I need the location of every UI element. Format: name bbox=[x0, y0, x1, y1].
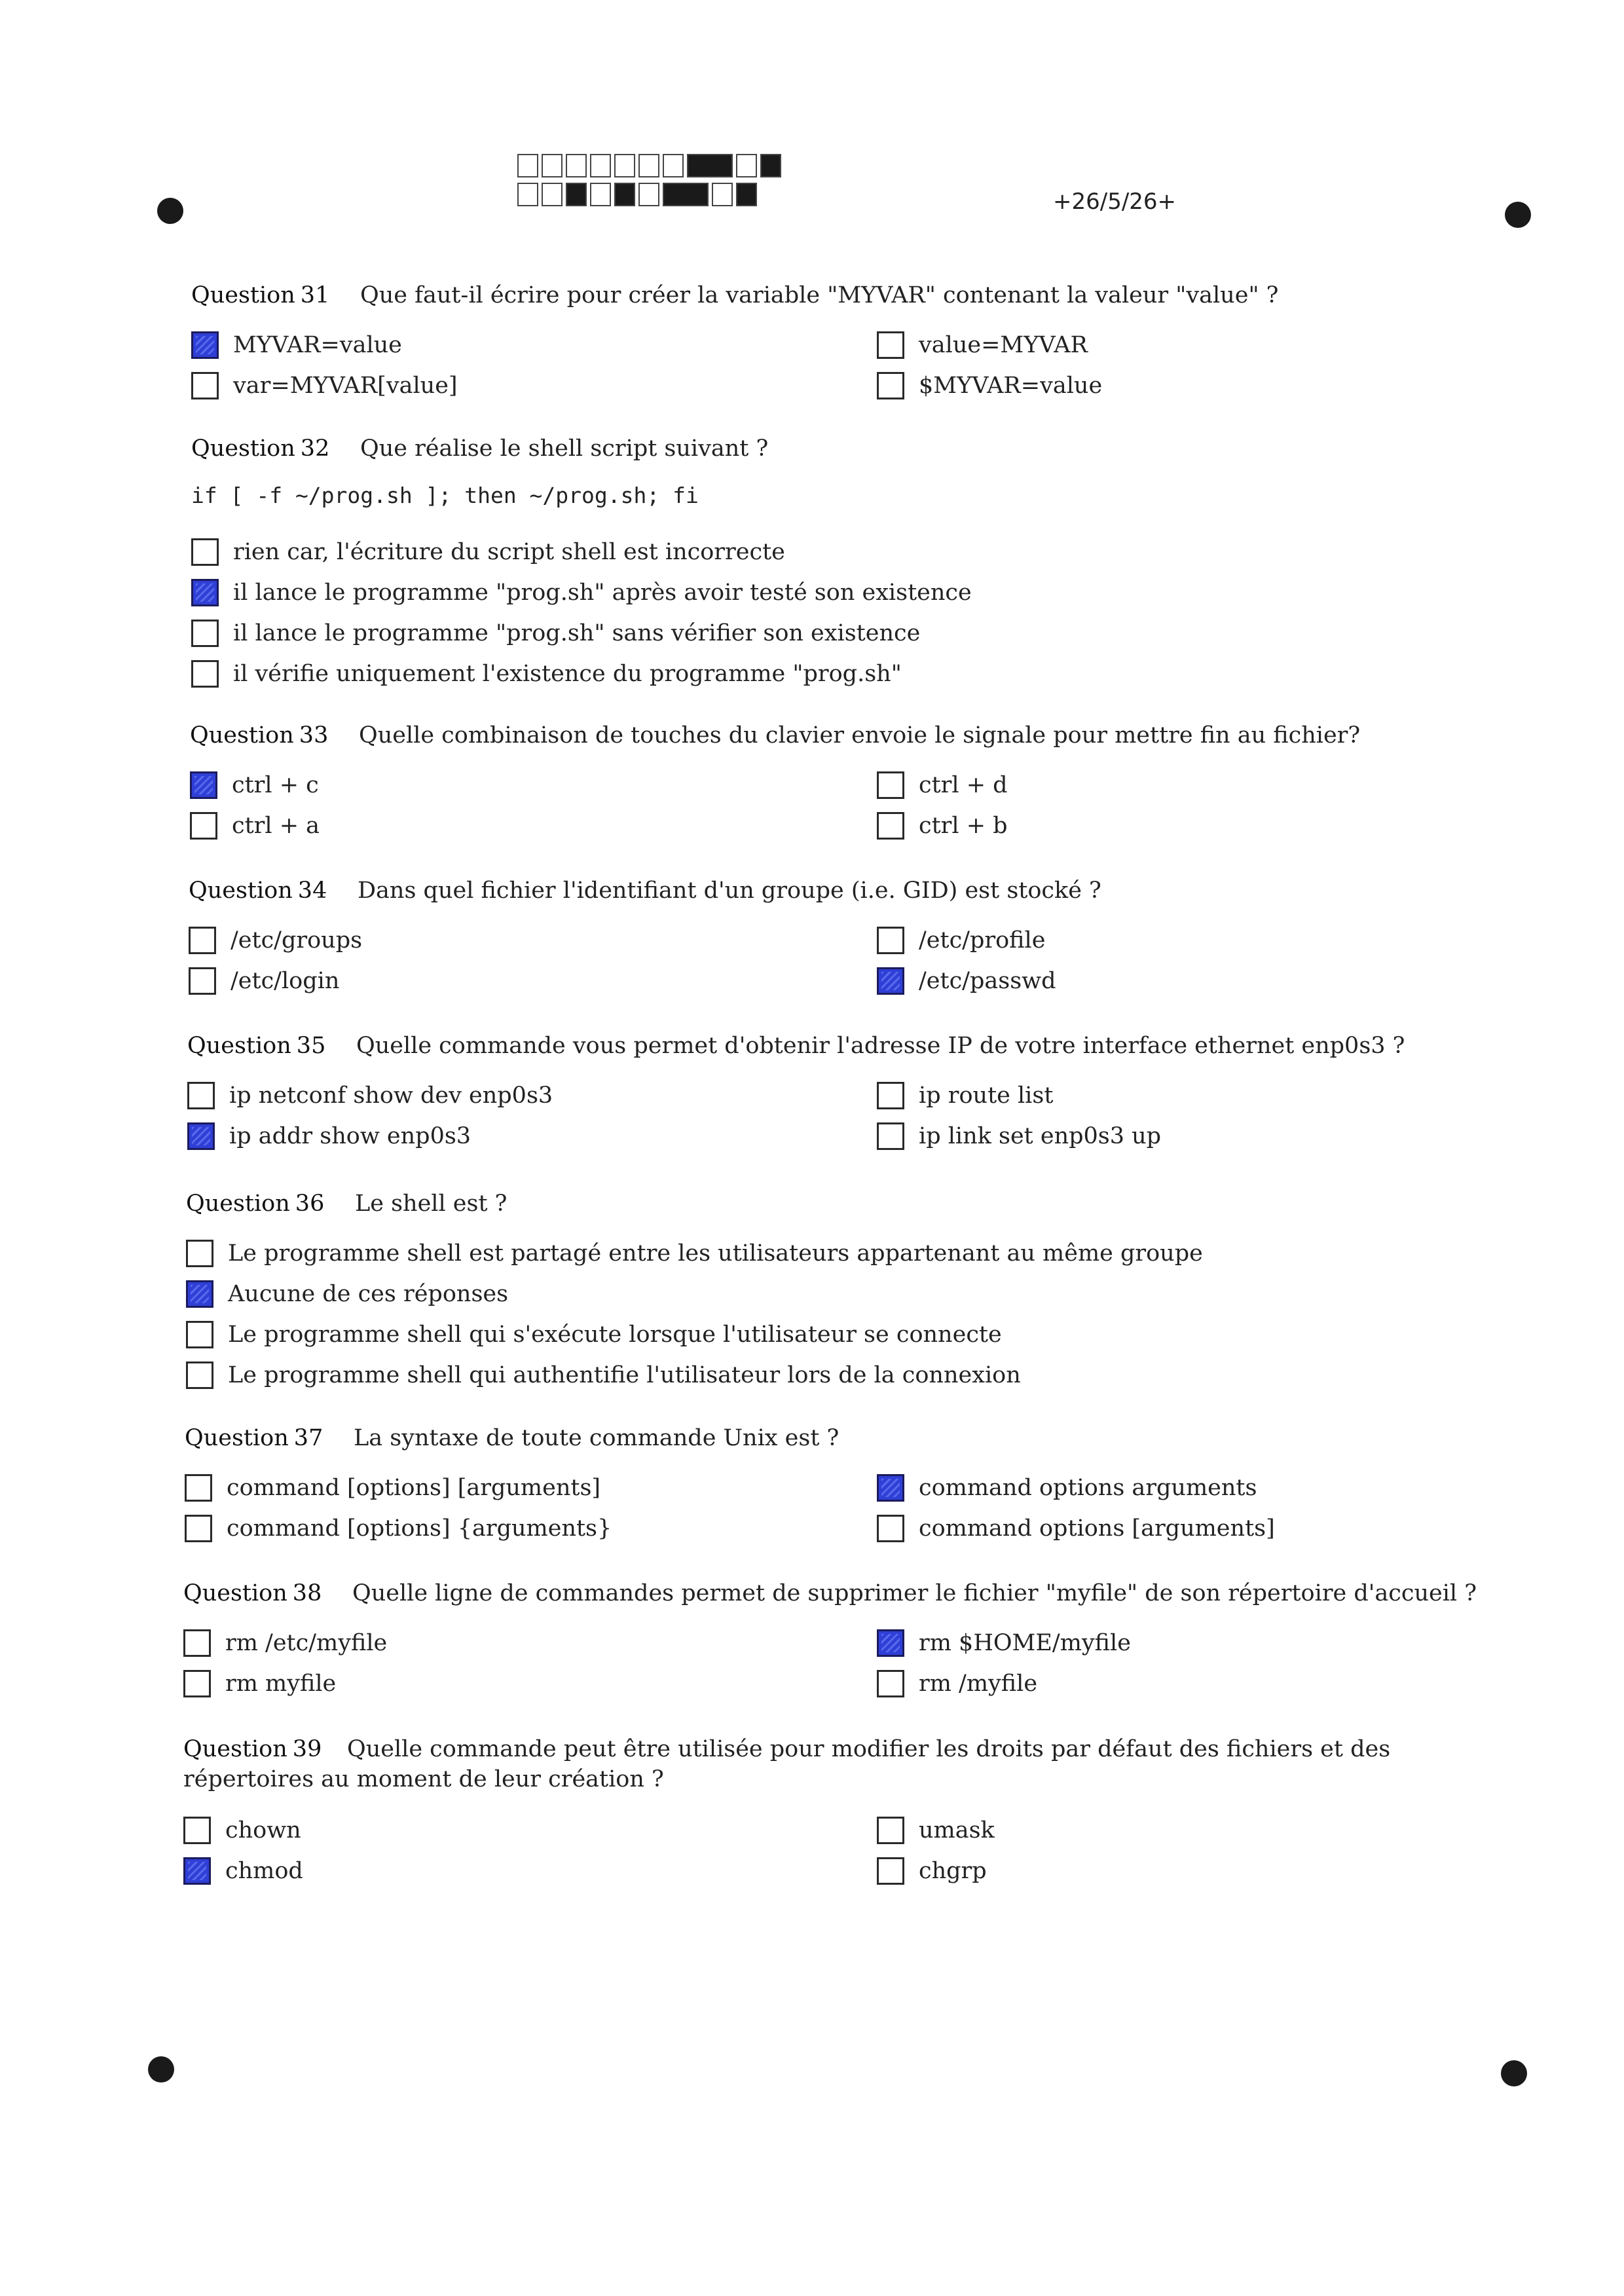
question-number bbox=[189, 876, 358, 906]
checkbox[interactable] bbox=[186, 1361, 213, 1389]
checkbox[interactable] bbox=[191, 660, 219, 688]
checkbox-checked[interactable] bbox=[190, 771, 217, 799]
answer-option[interactable] bbox=[183, 1628, 387, 1658]
question-text: Que faut-il écrire pour créer la variable "MYVAR" contenant la valeur "value" ? bbox=[360, 282, 1279, 308]
question-header bbox=[190, 720, 1360, 750]
answer-option[interactable] bbox=[191, 618, 920, 648]
answer-text: ctrl + c bbox=[232, 772, 319, 798]
answer-text: ip route list bbox=[919, 1083, 1054, 1109]
answer-text: MYVAR=value bbox=[233, 332, 402, 358]
checkbox-checked[interactable] bbox=[186, 1280, 213, 1308]
question-number bbox=[185, 1423, 354, 1453]
answer-option[interactable] bbox=[185, 1473, 600, 1503]
checkbox[interactable] bbox=[877, 1082, 904, 1109]
answer-text: il vérifie uniquement l'existence du programme "prog.sh" bbox=[233, 661, 902, 687]
question-text: Quelle ligne de commandes permet de supprimer le fichier "myfile" de son répertoire d'accueil ? bbox=[352, 1580, 1477, 1606]
answer-text: ip link set enp0s3 up bbox=[919, 1123, 1162, 1149]
checkbox[interactable] bbox=[191, 372, 219, 399]
answer-option[interactable] bbox=[189, 925, 362, 955]
question-number bbox=[191, 434, 360, 464]
question-text: Quelle commande vous permet d'obtenir l'adresse IP de votre interface ethernet enp0s3 ? bbox=[356, 1033, 1405, 1059]
question-label: Question bbox=[183, 1580, 287, 1606]
answer-text: chmod bbox=[225, 1858, 303, 1884]
answer-option[interactable] bbox=[191, 578, 972, 608]
question-number-value: 38 bbox=[292, 1580, 322, 1606]
question-number bbox=[187, 1031, 356, 1061]
question-number bbox=[183, 1578, 352, 1608]
question-text: Que réalise le shell script suivant ? bbox=[360, 435, 769, 462]
answer-list bbox=[187, 1081, 1405, 1162]
question-header bbox=[191, 434, 768, 464]
answer-option[interactable] bbox=[183, 1856, 303, 1886]
answer-text: Le programme shell qui s'exécute lorsque l'utilisateur se connecte bbox=[228, 1322, 1002, 1348]
answer-option[interactable] bbox=[877, 925, 1045, 955]
answer-text: Le programme shell est partagé entre les utilisateurs appartenant au même groupe bbox=[228, 1240, 1203, 1267]
answer-option[interactable] bbox=[877, 1473, 1257, 1503]
answer-option[interactable] bbox=[190, 811, 320, 841]
checkbox[interactable] bbox=[185, 1474, 212, 1502]
answer-text: rien car, l'écriture du script shell est incorrecte bbox=[233, 539, 785, 565]
answer-option[interactable] bbox=[191, 537, 785, 567]
answer-text: Aucune de ces réponses bbox=[228, 1281, 509, 1307]
question-number-value: 35 bbox=[296, 1033, 326, 1059]
answer-text: /etc/groups bbox=[231, 927, 363, 954]
answer-option[interactable] bbox=[187, 1081, 553, 1111]
question-header bbox=[186, 1189, 507, 1219]
question-label: Question bbox=[187, 1033, 291, 1059]
answer-text: ip addr show enp0s3 bbox=[229, 1123, 471, 1149]
answer-text: chgrp bbox=[919, 1858, 987, 1884]
answer-option[interactable] bbox=[186, 1360, 1021, 1390]
answer-list bbox=[183, 1628, 1477, 1709]
answer-option[interactable] bbox=[877, 1669, 1037, 1699]
question-number-value: 36 bbox=[295, 1191, 325, 1217]
question-text: Le shell est ? bbox=[355, 1191, 507, 1217]
answer-text: $MYVAR=value bbox=[919, 373, 1103, 399]
answer-text: chown bbox=[225, 1817, 301, 1843]
answer-text: ctrl + a bbox=[232, 813, 320, 839]
checkbox[interactable] bbox=[190, 812, 217, 840]
checkbox[interactable] bbox=[877, 372, 904, 399]
student-id-grid bbox=[517, 154, 784, 212]
checkbox-checked[interactable] bbox=[191, 331, 219, 359]
answer-text: command [options] [arguments] bbox=[227, 1475, 601, 1501]
question-32 bbox=[191, 434, 972, 699]
registration-dot-top-left bbox=[157, 198, 183, 224]
answer-option[interactable] bbox=[186, 1238, 1203, 1268]
checkbox[interactable] bbox=[186, 1321, 213, 1348]
answer-option[interactable] bbox=[877, 330, 1088, 360]
checkbox[interactable] bbox=[183, 1629, 211, 1657]
answer-option[interactable] bbox=[877, 770, 1008, 800]
exam-code: +26/5/26+ bbox=[1053, 189, 1177, 215]
checkbox[interactable] bbox=[183, 1817, 211, 1844]
answer-option[interactable] bbox=[189, 966, 339, 996]
checkbox[interactable] bbox=[877, 1817, 904, 1844]
question-label: Question bbox=[183, 1736, 287, 1762]
question-37 bbox=[185, 1423, 1275, 1554]
answer-text: umask bbox=[919, 1817, 995, 1843]
question-label: Question bbox=[191, 282, 295, 308]
answer-option[interactable] bbox=[877, 1628, 1131, 1658]
answer-option[interactable] bbox=[190, 770, 319, 800]
checkbox[interactable] bbox=[191, 620, 219, 647]
question-text: Quelle combinaison de touches du clavier envoie le signale pour mettre fin au fichier? bbox=[359, 722, 1361, 749]
checkbox[interactable] bbox=[186, 1240, 213, 1267]
question-header bbox=[185, 1423, 839, 1453]
question-39 bbox=[183, 1734, 1500, 1897]
checkbox-checked[interactable] bbox=[191, 579, 219, 606]
answer-option[interactable] bbox=[877, 1815, 995, 1845]
question-number bbox=[190, 720, 359, 750]
checkbox[interactable] bbox=[183, 1670, 211, 1697]
question-label: Question bbox=[191, 435, 295, 462]
answer-option[interactable] bbox=[877, 966, 1056, 996]
answer-option[interactable] bbox=[183, 1669, 336, 1699]
answer-text: /etc/login bbox=[231, 968, 340, 994]
answer-text: ctrl + b bbox=[919, 813, 1008, 839]
question-header bbox=[183, 1734, 1500, 1794]
answer-text: rm /etc/myfile bbox=[225, 1630, 388, 1656]
question-label: Question bbox=[185, 1425, 289, 1451]
answer-text: ip netconf show dev enp0s3 bbox=[229, 1083, 553, 1109]
answer-option[interactable] bbox=[877, 1121, 1161, 1151]
question-label: Question bbox=[190, 722, 294, 749]
student-id-grid-row bbox=[517, 183, 784, 206]
question-36 bbox=[186, 1189, 1203, 1401]
question-text: Dans quel fichier l'identifiant d'un groupe (i.e. GID) est stocké ? bbox=[358, 878, 1101, 904]
checkbox[interactable] bbox=[877, 771, 904, 799]
checkbox-checked[interactable] bbox=[877, 967, 904, 995]
answer-text: rm $HOME/myfile bbox=[919, 1630, 1131, 1656]
question-number bbox=[186, 1189, 355, 1219]
registration-dot-bottom-right bbox=[1501, 2060, 1527, 2086]
registration-dot-bottom-left bbox=[148, 2056, 174, 2083]
question-text: Quelle commande peut être utilisée pour modifier les droits par défaut des fichiers et des répertoires au moment de leur création ? bbox=[183, 1736, 1391, 1792]
answer-list bbox=[185, 1473, 1275, 1554]
question-number bbox=[191, 280, 360, 310]
answer-text: command options [arguments] bbox=[919, 1515, 1275, 1542]
answer-list bbox=[183, 1815, 1500, 1897]
answer-option[interactable] bbox=[191, 371, 458, 401]
question-label: Question bbox=[189, 878, 293, 904]
checkbox[interactable] bbox=[877, 331, 904, 359]
question-number bbox=[183, 1734, 347, 1764]
answer-list bbox=[191, 537, 972, 699]
answer-option[interactable] bbox=[186, 1279, 508, 1309]
question-text: La syntaxe de toute commande Unix est ? bbox=[354, 1425, 840, 1451]
question-31 bbox=[191, 280, 1278, 411]
question-code: if [ -f ~/prog.sh ]; then ~/prog.sh; fi bbox=[191, 483, 699, 508]
question-38 bbox=[183, 1578, 1477, 1709]
answer-text: il lance le programme "prog.sh" sans vérifier son existence bbox=[233, 620, 921, 646]
registration-dot-top-right bbox=[1505, 202, 1531, 228]
checkbox-checked[interactable] bbox=[877, 1629, 904, 1657]
student-id-grid-row bbox=[517, 154, 784, 177]
answer-option[interactable] bbox=[877, 1513, 1275, 1544]
question-number-value: 32 bbox=[300, 435, 330, 462]
answer-list bbox=[189, 925, 1101, 1007]
answer-option[interactable] bbox=[186, 1320, 1002, 1350]
checkbox-checked[interactable] bbox=[187, 1122, 215, 1150]
question-header bbox=[183, 1578, 1477, 1608]
checkbox[interactable] bbox=[185, 1515, 212, 1542]
checkbox[interactable] bbox=[189, 927, 216, 954]
answer-text: il lance le programme "prog.sh" après avoir testé son existence bbox=[233, 580, 972, 606]
question-number-value: 34 bbox=[297, 878, 327, 904]
question-number-value: 31 bbox=[300, 282, 330, 308]
checkbox-checked[interactable] bbox=[877, 1474, 904, 1502]
question-number-value: 39 bbox=[292, 1736, 322, 1762]
answer-option[interactable] bbox=[191, 659, 902, 689]
question-number-value: 33 bbox=[299, 722, 329, 749]
answer-text: command options arguments bbox=[919, 1475, 1257, 1501]
answer-list bbox=[190, 770, 1360, 851]
answer-text: value=MYVAR bbox=[919, 332, 1088, 358]
question-35 bbox=[187, 1031, 1405, 1162]
checkbox-checked[interactable] bbox=[183, 1857, 211, 1885]
answer-option[interactable] bbox=[877, 811, 1008, 841]
checkbox[interactable] bbox=[877, 927, 904, 954]
checkbox[interactable] bbox=[187, 1082, 215, 1109]
checkbox[interactable] bbox=[877, 1670, 904, 1697]
answer-option[interactable] bbox=[877, 1856, 987, 1886]
question-header bbox=[189, 876, 1101, 906]
question-33 bbox=[190, 720, 1360, 851]
question-number-value: 37 bbox=[293, 1425, 323, 1451]
question-label: Question bbox=[186, 1191, 290, 1217]
checkbox[interactable] bbox=[191, 538, 219, 566]
answer-option[interactable] bbox=[877, 1081, 1053, 1111]
answer-text: var=MYVAR[value] bbox=[233, 373, 458, 399]
answer-option[interactable] bbox=[187, 1121, 471, 1151]
answer-text: Le programme shell qui authentifie l'utilisateur lors de la connexion bbox=[228, 1362, 1021, 1388]
answer-list bbox=[191, 330, 1278, 411]
answer-option[interactable] bbox=[183, 1815, 301, 1845]
checkbox[interactable] bbox=[877, 1515, 904, 1542]
answer-text: ctrl + d bbox=[919, 772, 1008, 798]
answer-list bbox=[186, 1238, 1203, 1401]
answer-text: rm /myfile bbox=[919, 1671, 1038, 1697]
answer-text: command [options] {arguments} bbox=[227, 1515, 612, 1542]
checkbox[interactable] bbox=[877, 1857, 904, 1885]
question-34 bbox=[189, 876, 1101, 1007]
answer-text: rm myfile bbox=[225, 1671, 337, 1697]
answer-option[interactable] bbox=[877, 371, 1102, 401]
answer-text: /etc/passwd bbox=[919, 968, 1056, 994]
checkbox[interactable] bbox=[877, 812, 904, 840]
checkbox[interactable] bbox=[189, 967, 216, 995]
answer-option[interactable] bbox=[185, 1513, 612, 1544]
question-header bbox=[187, 1031, 1405, 1061]
answer-text: /etc/profile bbox=[919, 927, 1046, 954]
answer-option[interactable] bbox=[191, 330, 402, 360]
question-header bbox=[191, 280, 1278, 310]
checkbox[interactable] bbox=[877, 1122, 904, 1150]
